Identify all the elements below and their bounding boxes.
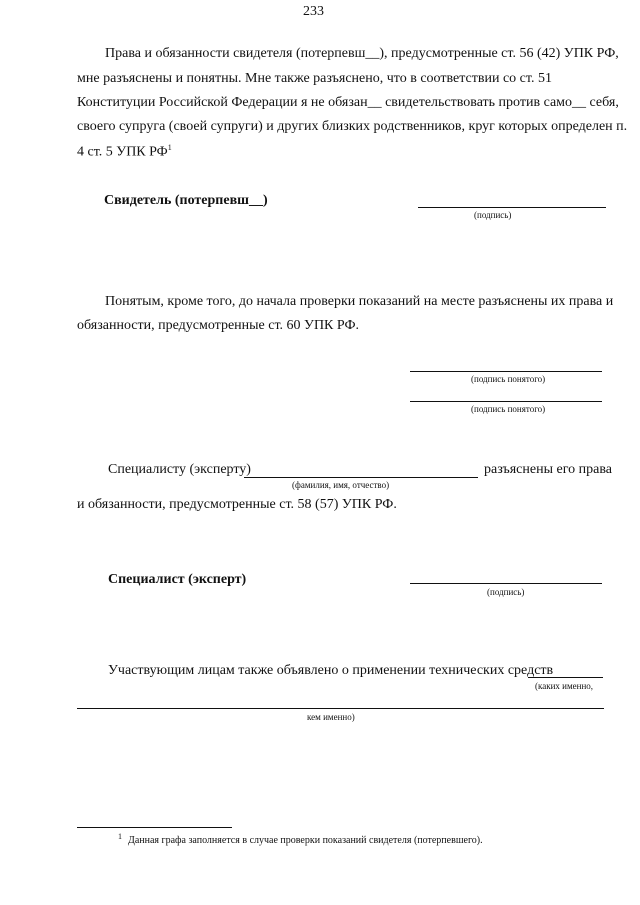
footnote-text: Данная графа заполняется в случае проверки показаний свидетеля (потерпевшего). — [128, 835, 483, 846]
tech-means-text: Участвующим лицам также объявлено о применении технических средств — [108, 663, 554, 678]
specialist-name-line[interactable] — [244, 477, 478, 478]
page-number: 233 — [303, 4, 324, 19]
witness-signature-caption: (подпись) — [474, 210, 512, 220]
tech-means-line-1[interactable] — [528, 677, 603, 678]
rights-line-3: Конституции Российской Федерации я не обязан__ свидетельствовать против само__ себя, — [77, 95, 619, 110]
footnote-separator — [77, 827, 232, 828]
footnote-reference: 1 — [167, 143, 172, 152]
rights-line-2: мне разъяснены и понятны. Мне также разъяснено, что в соответствии со ст. 51 — [77, 71, 552, 86]
attesting-signature-line-1[interactable] — [410, 371, 602, 372]
tech-means-caption-2: кем именно) — [307, 712, 355, 722]
attesting-rights-line-1: Понятым, кроме того, до начала проверки показаний на месте разъяснены их права и — [105, 294, 614, 309]
witness-label: Свидетель (потерпевш__) — [104, 193, 268, 208]
attesting-signature-caption-2: (подпись понятого) — [471, 404, 546, 414]
witness-signature-line[interactable] — [418, 207, 606, 208]
rights-line-1: Права и обязанности свидетеля (потерпевш__), предусмотренные ст. 56 (42) УПК РФ, — [105, 46, 619, 61]
specialist-signature-line[interactable] — [410, 583, 602, 584]
rights-line-5 — [77, 143, 172, 161]
rights-line-5-text: 4 ст. 5 УПК РФ — [77, 144, 168, 160]
specialist-label: Специалист (эксперт) — [108, 572, 247, 587]
specialist-suffix: разъяснены его права — [484, 462, 612, 477]
specialist-name-caption: (фамилия, имя, отчество) — [292, 480, 390, 490]
tech-means-line-2[interactable] — [77, 708, 604, 709]
attesting-signature-line-2[interactable] — [410, 401, 602, 402]
rights-line-4: своего супруга (своей супруги) и других близких родственников, круг которых определен п. — [77, 119, 628, 134]
footnote-number: 1 — [118, 832, 122, 841]
specialist-signature-caption: (подпись) — [487, 587, 525, 597]
attesting-rights-line-2: обязанности, предусмотренные ст. 60 УПК РФ. — [77, 318, 360, 333]
specialist-prefix: Специалисту (эксперту) — [108, 462, 251, 477]
attesting-signature-caption-1: (подпись понятого) — [471, 374, 546, 384]
tech-means-caption-1: (каких именно, — [535, 681, 594, 691]
specialist-rights-line-2: и обязанности, предусмотренные ст. 58 (57) УПК РФ. — [77, 497, 397, 512]
